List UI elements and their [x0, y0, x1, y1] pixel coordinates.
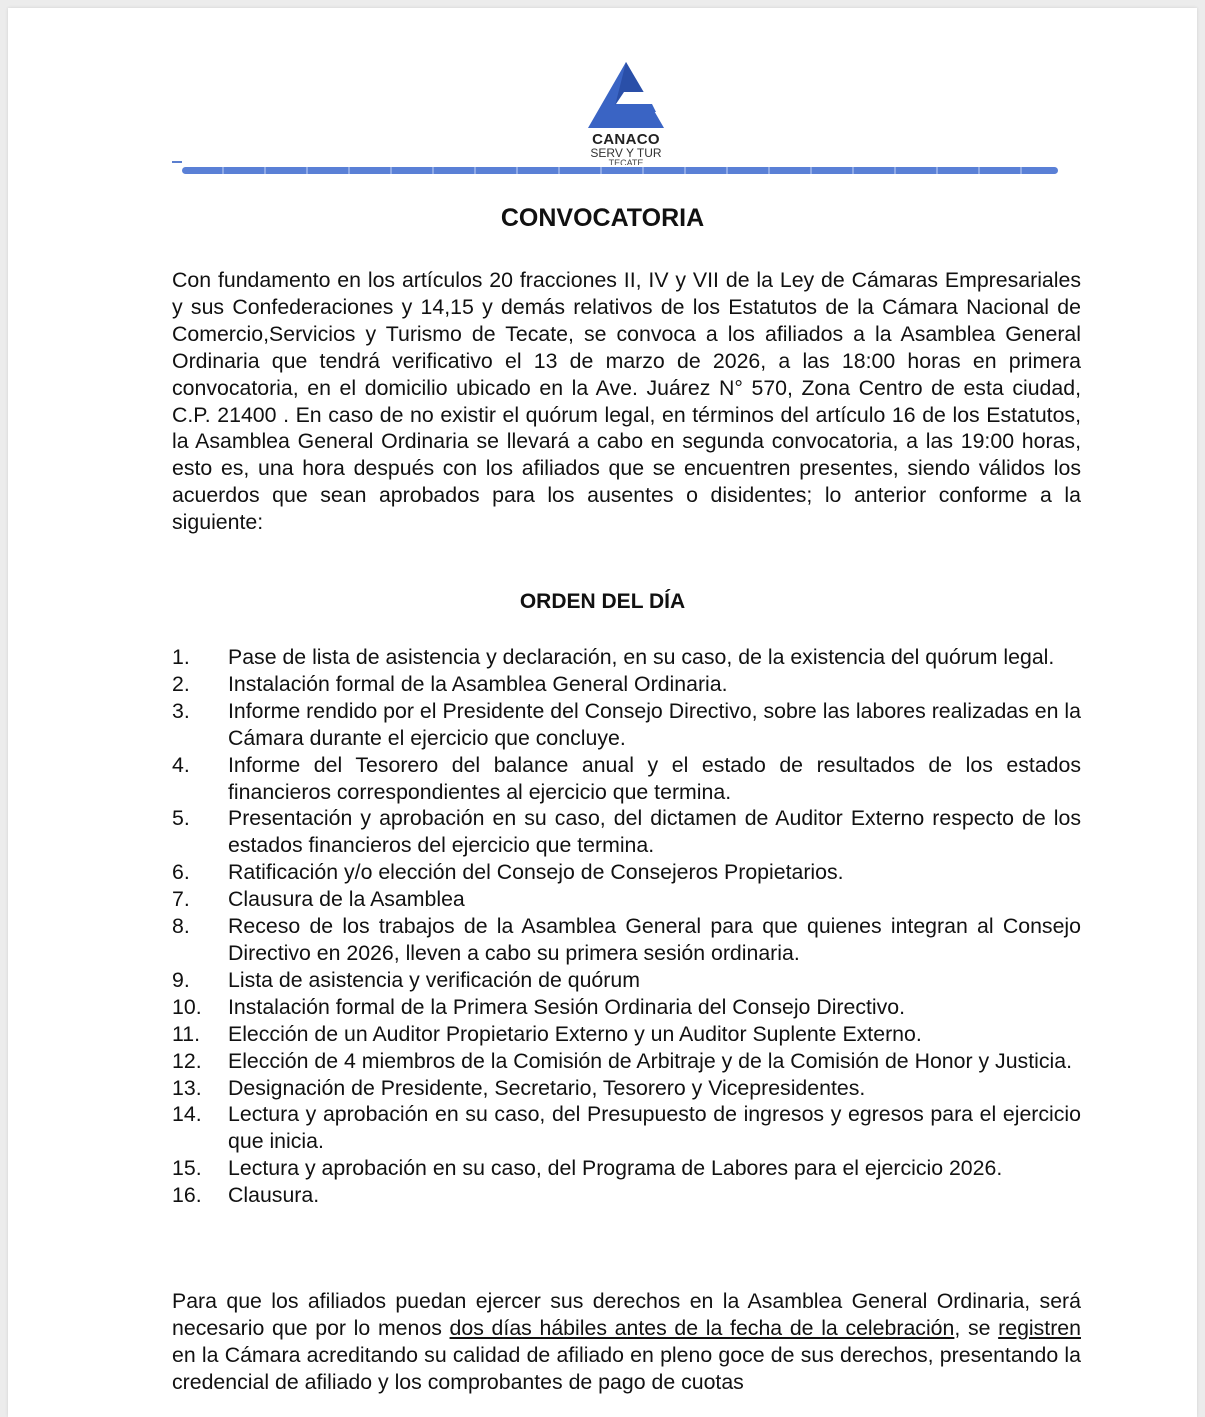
agenda-item-text: Designación de Presidente, Secretario, Tesorero y Vicepresidentes.: [228, 1075, 866, 1100]
agenda-item-text: Instalación formal de la Asamblea General Ordinaria.: [228, 671, 728, 696]
intro-paragraph: Con fundamento en los artículos 20 fracciones II, IV y VII de la Ley de Cámaras Empresariales y sus Confederaciones y 14,15 y demás relativos de los Estatutos de la Cámara Nacional de Comercio,Servicios y Turismo de Tecate, se convoca a los afiliados a la Asamblea General Ordinaria que tendrá verificativo el 13 de marzo de 2026, a las 18:00 horas en primera convocatoria, en el domicilio ubicado en la Ave. Juárez N° 570, Zona Centro de esta ciudad, C.P. 21400 . En caso de no existir el quórum legal, en términos del artículo 16 de los Estatutos, la Asamblea General Ordinaria se llevará a cabo en segunda convocatoria, a las 19:00 horas, esto es, una hora después con los afiliados que se encuentren presentes, siendo válidos los acuerdos que sean aprobados para los ausentes o disidentes; lo anterior conforme a la siguiente:: [172, 268, 1081, 535]
agenda-item-number: 11.: [172, 1021, 201, 1046]
agenda-item-number: 15.: [172, 1156, 202, 1181]
agenda-item-number: 14.: [172, 1102, 202, 1127]
agenda-item-number: 1.: [172, 645, 190, 669]
agenda-item-text: Lectura y aprobación en su caso, del Presupuesto de ingresos y egresos para el ejercicio que inicia.: [228, 1102, 1081, 1154]
agenda-item-text: Presentación y aprobación en su caso, del dictamen de Auditor Externo respecto de los estados financieros del ejercicio que termina.: [228, 806, 1081, 858]
agenda-item: [172, 859, 1081, 886]
header-divider: [182, 167, 1058, 174]
agenda-item-text: Lista de asistencia y verificación de quórum: [228, 967, 640, 992]
agenda-item-text: Elección de un Auditor Propietario Externo y un Auditor Suplente Externo.: [228, 1021, 922, 1046]
closing-text-3: en la Cámara acreditando su calidad de afiliado en pleno goce de sus derechos, presentando la credencial de afiliado y los comprobantes de pago de cuotas: [172, 1342, 1081, 1394]
agenda-title: ORDEN DEL DÍA: [519, 590, 686, 613]
agenda-item-text: Clausura.: [228, 1183, 320, 1208]
canaco-logo: [580, 60, 672, 180]
closing-underline-register: registren: [998, 1315, 1081, 1340]
agenda-item: [172, 805, 1081, 859]
agenda-item: [172, 913, 1081, 967]
agenda-item: [172, 994, 1081, 1021]
agenda-item: [172, 1021, 1081, 1048]
agenda-item-number: 9.: [172, 967, 190, 992]
agenda-item-text: Informe rendido por el Presidente del Consejo Directivo, sobre las labores realizadas en la Cámara durante el ejercicio que concluye.: [228, 698, 1081, 750]
agenda-item-number: 10.: [172, 994, 202, 1019]
logo-city: TECATE: [608, 159, 644, 165]
agenda-item: [172, 644, 1081, 671]
agenda-item: [172, 671, 1081, 698]
agenda-item-number: 7.: [172, 887, 190, 912]
closing-text-2: , se: [954, 1315, 999, 1340]
agenda-item-number: 6.: [172, 860, 190, 885]
document-title: CONVOCATORIA: [500, 204, 705, 232]
agenda-item-number: 16.: [172, 1183, 202, 1208]
agenda-item-text: Instalación formal de la Primera Sesión Ordinaria del Consejo Directivo.: [228, 994, 906, 1019]
closing-text-1: Para que los afiliados puedan ejercer sus derechos en la Asamblea General Ordinaria, será necesario que por lo menos: [172, 1289, 1081, 1340]
agenda-item: [172, 1048, 1081, 1075]
closing-paragraph: [172, 1288, 1081, 1396]
logo-name: CANACO: [592, 131, 660, 148]
agenda-item-text: Elección de 4 miembros de la Comisión de Arbitraje y de la Comisión de Honor y Justicia.: [228, 1048, 1072, 1073]
agenda-item-text: Ratificación y/o elección del Consejo de Consejeros Propietarios.: [228, 860, 844, 885]
agenda-item-text: Receso de los trabajos de la Asamblea General para que quienes integran al Consejo Directivo en 2026, lleven a cabo su primera sesión ordinaria.: [228, 914, 1081, 965]
agenda-item: [172, 1182, 1081, 1209]
agenda-item-number: 8.: [172, 914, 190, 939]
agenda-item: [172, 1075, 1081, 1102]
agenda-list: [172, 644, 1081, 1209]
canaco-triangle-icon: [586, 60, 666, 130]
agenda-item-number: 3.: [172, 698, 190, 723]
agenda-item-text: Pase de lista de asistencia y declaración, en su caso, de la existencia del quórum legal.: [228, 645, 1055, 669]
agenda-item-number: 2.: [172, 671, 190, 696]
agenda-item-text: Informe del Tesorero del balance anual y el estado de resultados de los estados financieros correspondientes al ejercicio que termina.: [228, 752, 1081, 804]
closing-underline-deadline: dos días hábiles antes de la fecha de la celebración: [449, 1315, 955, 1340]
header-mark: [172, 161, 182, 163]
agenda-item: [172, 1101, 1081, 1155]
agenda-item: [172, 752, 1081, 806]
agenda-item: [172, 967, 1081, 994]
agenda-item: [172, 886, 1081, 913]
agenda-item: [172, 698, 1081, 752]
agenda-item-text: Lectura y aprobación en su caso, del Programa de Labores para el ejercicio 2026.: [228, 1156, 1003, 1181]
agenda-item-number: 5.: [172, 806, 190, 831]
agenda-item-number: 4.: [172, 752, 190, 777]
agenda-item-number: 13.: [172, 1075, 202, 1100]
document-page: [8, 8, 1197, 1417]
agenda-item-text: Clausura de la Asamblea: [228, 887, 465, 912]
agenda-item: [172, 1155, 1081, 1182]
logo-subtitle: SERV Y TUR: [590, 146, 662, 160]
agenda-item-number: 12.: [172, 1048, 202, 1073]
